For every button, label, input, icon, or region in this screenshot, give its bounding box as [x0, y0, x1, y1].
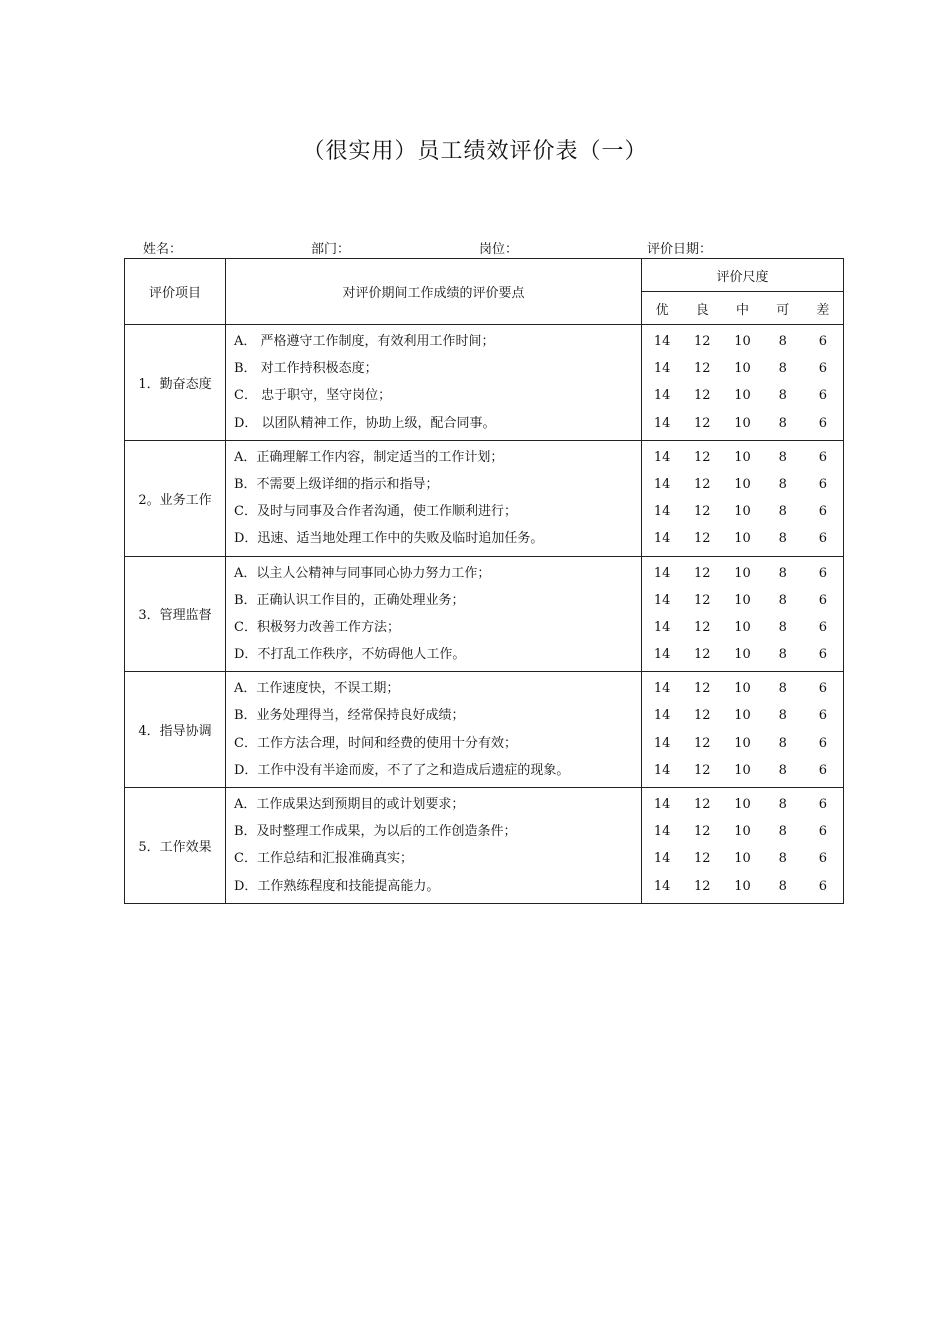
score-value: 8: [778, 878, 787, 894]
score-value: 6: [818, 619, 828, 635]
score-value: 10: [734, 824, 751, 840]
evaluation-point: C． 忠于职守，坚守岗位；: [234, 388, 392, 404]
score-row: [642, 757, 843, 784]
evaluation-point: A．以主人公精神与同事同心协力努力工作；: [234, 565, 491, 581]
score-value: 6: [818, 878, 828, 894]
evaluation-points-cell: [226, 556, 642, 672]
evaluation-point: B．不需要上级详细的指示和指导；: [234, 476, 439, 492]
score-value: 14: [653, 504, 671, 520]
header-grades: [642, 292, 844, 325]
evaluation-point: A．正确理解工作内容，制定适当的工作计划；: [234, 449, 504, 465]
score-value: 12: [694, 762, 711, 778]
category-name: 5．工作效果: [125, 788, 226, 904]
score-value: 10: [734, 797, 751, 812]
score-value: 6: [818, 415, 828, 431]
category-name: 3．管理监督: [125, 556, 226, 672]
score-value: 12: [694, 476, 711, 492]
evaluation-point: C．及时与同事及合作者沟通，使工作顺利进行；: [234, 504, 517, 520]
grade-excellent: 优: [655, 302, 669, 318]
score-value: 10: [734, 476, 751, 492]
score-value: 10: [734, 735, 751, 751]
score-value: 12: [694, 824, 711, 840]
evaluation-point: A．工作速度快，不误工期；: [234, 681, 400, 697]
evaluation-points-cell: [226, 440, 642, 556]
evaluation-table: [124, 258, 844, 904]
scores-cell: [642, 440, 844, 556]
score-value: 8: [778, 592, 787, 608]
table-body: [125, 325, 844, 904]
category-name: 4．指导协调: [125, 672, 226, 788]
header-evaluation-item: 评价项目: [125, 259, 226, 325]
score-value: 6: [818, 504, 828, 520]
score-row: [642, 675, 843, 702]
score-row: [642, 614, 843, 641]
scores-cell: [642, 672, 844, 788]
evaluation-point: D．不打乱工作秩序，不妨碍他人工作。: [234, 647, 466, 663]
score-value: 6: [818, 797, 828, 812]
score-value: 10: [734, 681, 751, 697]
score-value: 10: [734, 334, 751, 349]
employee-info-row: [143, 238, 843, 258]
score-value: 8: [778, 565, 787, 581]
score-value: 14: [653, 361, 671, 377]
score-value: 6: [818, 708, 828, 724]
evaluation-points-cell: [226, 788, 642, 904]
score-row: [642, 328, 843, 355]
score-value: 12: [694, 504, 711, 520]
category-row: [125, 325, 844, 441]
score-value: 6: [818, 476, 828, 492]
category-name: 1．勤奋态度: [125, 325, 226, 441]
evaluation-points-cell: [226, 325, 642, 441]
score-value: 12: [694, 592, 711, 608]
score-value: 8: [778, 476, 787, 492]
score-row: [642, 641, 843, 668]
score-value: 12: [694, 735, 711, 751]
scores-cell: [642, 325, 844, 441]
score-row: [642, 382, 843, 409]
score-value: 6: [818, 735, 828, 751]
score-row: [642, 471, 843, 498]
score-value: 6: [818, 851, 828, 867]
evaluation-points-cell: [226, 672, 642, 788]
evaluation-point: B． 对工作持积极态度；: [234, 361, 378, 377]
score-value: 8: [778, 449, 787, 465]
score-value: 14: [653, 681, 671, 697]
score-row: [642, 730, 843, 757]
score-value: 12: [694, 531, 711, 547]
scores-cell: [642, 556, 844, 672]
score-value: 10: [734, 449, 751, 465]
category-row: [125, 440, 844, 556]
category-name: 2。业务工作: [125, 440, 226, 556]
score-value: 10: [734, 592, 751, 608]
score-value: 10: [734, 878, 751, 894]
score-value: 14: [653, 708, 671, 724]
score-value: 14: [653, 415, 671, 431]
score-value: 8: [778, 647, 787, 663]
score-value: 14: [653, 449, 671, 465]
score-value: 10: [734, 762, 751, 778]
score-value: 10: [734, 388, 751, 404]
score-value: 10: [734, 851, 751, 867]
grade-fair: 可: [776, 302, 790, 318]
score-value: 12: [694, 415, 711, 431]
score-value: 12: [694, 681, 711, 697]
score-value: 12: [694, 647, 711, 663]
score-value: 12: [694, 619, 711, 635]
score-value: 8: [778, 708, 787, 724]
evaluation-point: D． 以团队精神工作，协助上级，配合同事。: [234, 415, 496, 431]
score-value: 12: [694, 449, 711, 465]
evaluation-point: C．工作总结和汇报准确真实；: [234, 851, 413, 867]
score-value: 12: [694, 851, 711, 867]
header-evaluation-points: 对评价期间工作成绩的评价要点: [226, 259, 642, 325]
score-value: 8: [778, 797, 787, 812]
score-value: 6: [818, 762, 828, 778]
evaluation-point: D．工作中没有半途而废，不了了之和造成后遗症的现象。: [234, 762, 570, 778]
score-value: 8: [778, 361, 787, 377]
evaluation-point: A． 严格遵守工作制度，有效利用工作时间；: [234, 334, 495, 349]
score-value: 14: [653, 878, 671, 894]
grade-average: 中: [736, 302, 750, 318]
category-row: [125, 672, 844, 788]
score-value: 8: [778, 735, 787, 751]
score-value: 12: [694, 334, 711, 349]
score-row: [642, 702, 843, 729]
evaluation-point: D．迅速、适当地处理工作中的失败及临时追加任务。: [234, 531, 544, 547]
score-value: 14: [653, 334, 671, 349]
score-value: 12: [694, 388, 711, 404]
grade-poor: 差: [816, 302, 830, 318]
score-value: 14: [653, 531, 671, 547]
score-row: [642, 444, 843, 471]
score-value: 12: [694, 565, 711, 581]
evaluation-point: C．工作方法合理，时间和经费的使用十分有效；: [234, 735, 517, 751]
score-value: 6: [818, 449, 828, 465]
score-value: 10: [734, 565, 751, 581]
score-value: 8: [778, 334, 787, 349]
score-row: [642, 845, 843, 872]
score-value: 6: [818, 361, 828, 377]
score-value: 6: [818, 592, 828, 608]
evaluation-point: C．积极努力改善工作方法；: [234, 619, 400, 635]
score-row: [642, 560, 843, 587]
score-value: 6: [818, 531, 828, 547]
score-value: 6: [818, 388, 828, 404]
score-value: 10: [734, 708, 751, 724]
evaluation-date-label: 评价日期：: [647, 242, 713, 257]
evaluation-point: B．业务处理得当，经常保持良好成绩；: [234, 708, 465, 724]
scores-cell: [642, 788, 844, 904]
score-value: 14: [653, 476, 671, 492]
post-label: 岗位：: [479, 242, 519, 257]
score-row: [642, 818, 843, 845]
score-value: 8: [778, 681, 787, 697]
category-row: [125, 556, 844, 672]
evaluation-point: B．及时整理工作成果，为以后的工作创造条件；: [234, 824, 517, 840]
score-value: 10: [734, 647, 751, 663]
page-title: （很实用）员工绩效评价表（一）: [302, 139, 648, 164]
score-row: [642, 355, 843, 382]
score-value: 14: [653, 619, 671, 635]
score-value: 6: [818, 334, 828, 349]
score-value: 14: [653, 851, 671, 867]
score-value: 8: [778, 415, 787, 431]
score-value: 10: [734, 619, 751, 635]
score-value: 6: [818, 647, 828, 663]
score-value: 8: [778, 824, 787, 840]
score-value: 10: [734, 531, 751, 547]
score-value: 14: [653, 647, 671, 663]
score-value: 14: [653, 565, 671, 581]
score-value: 10: [734, 361, 751, 377]
score-row: [642, 410, 843, 437]
evaluation-point: A．工作成果达到预期目的或计划要求；: [234, 797, 465, 812]
score-value: 14: [653, 797, 671, 812]
score-value: 12: [694, 361, 711, 377]
score-row: [642, 498, 843, 525]
score-value: 12: [694, 797, 711, 812]
grade-good: 良: [695, 302, 709, 318]
score-row: [642, 873, 843, 900]
score-row: [642, 525, 843, 552]
score-value: 8: [778, 762, 787, 778]
score-value: 8: [778, 388, 787, 404]
score-row: [642, 587, 843, 614]
score-value: 14: [653, 735, 671, 751]
score-value: 6: [818, 824, 828, 840]
score-value: 14: [653, 388, 671, 404]
category-row: [125, 788, 844, 904]
score-value: 8: [778, 851, 787, 867]
score-value: 12: [694, 708, 711, 724]
name-label: 姓名：: [143, 242, 183, 257]
header-evaluation-scale: 评价尺度: [642, 259, 844, 292]
department-label: 部门：: [311, 242, 351, 257]
evaluation-point: D．工作熟练程度和技能提高能力。: [234, 878, 440, 894]
score-value: 6: [818, 565, 828, 581]
score-value: 12: [694, 878, 711, 894]
score-row: [642, 791, 843, 818]
score-value: 8: [778, 619, 787, 635]
score-value: 14: [653, 762, 671, 778]
score-value: 6: [818, 681, 828, 697]
score-value: 8: [778, 531, 787, 547]
score-value: 10: [734, 415, 751, 431]
evaluation-point: B．正确认识工作目的，正确处理业务；: [234, 592, 465, 608]
score-value: 10: [734, 504, 751, 520]
score-value: 14: [653, 592, 671, 608]
score-value: 8: [778, 504, 787, 520]
score-value: 14: [653, 824, 671, 840]
